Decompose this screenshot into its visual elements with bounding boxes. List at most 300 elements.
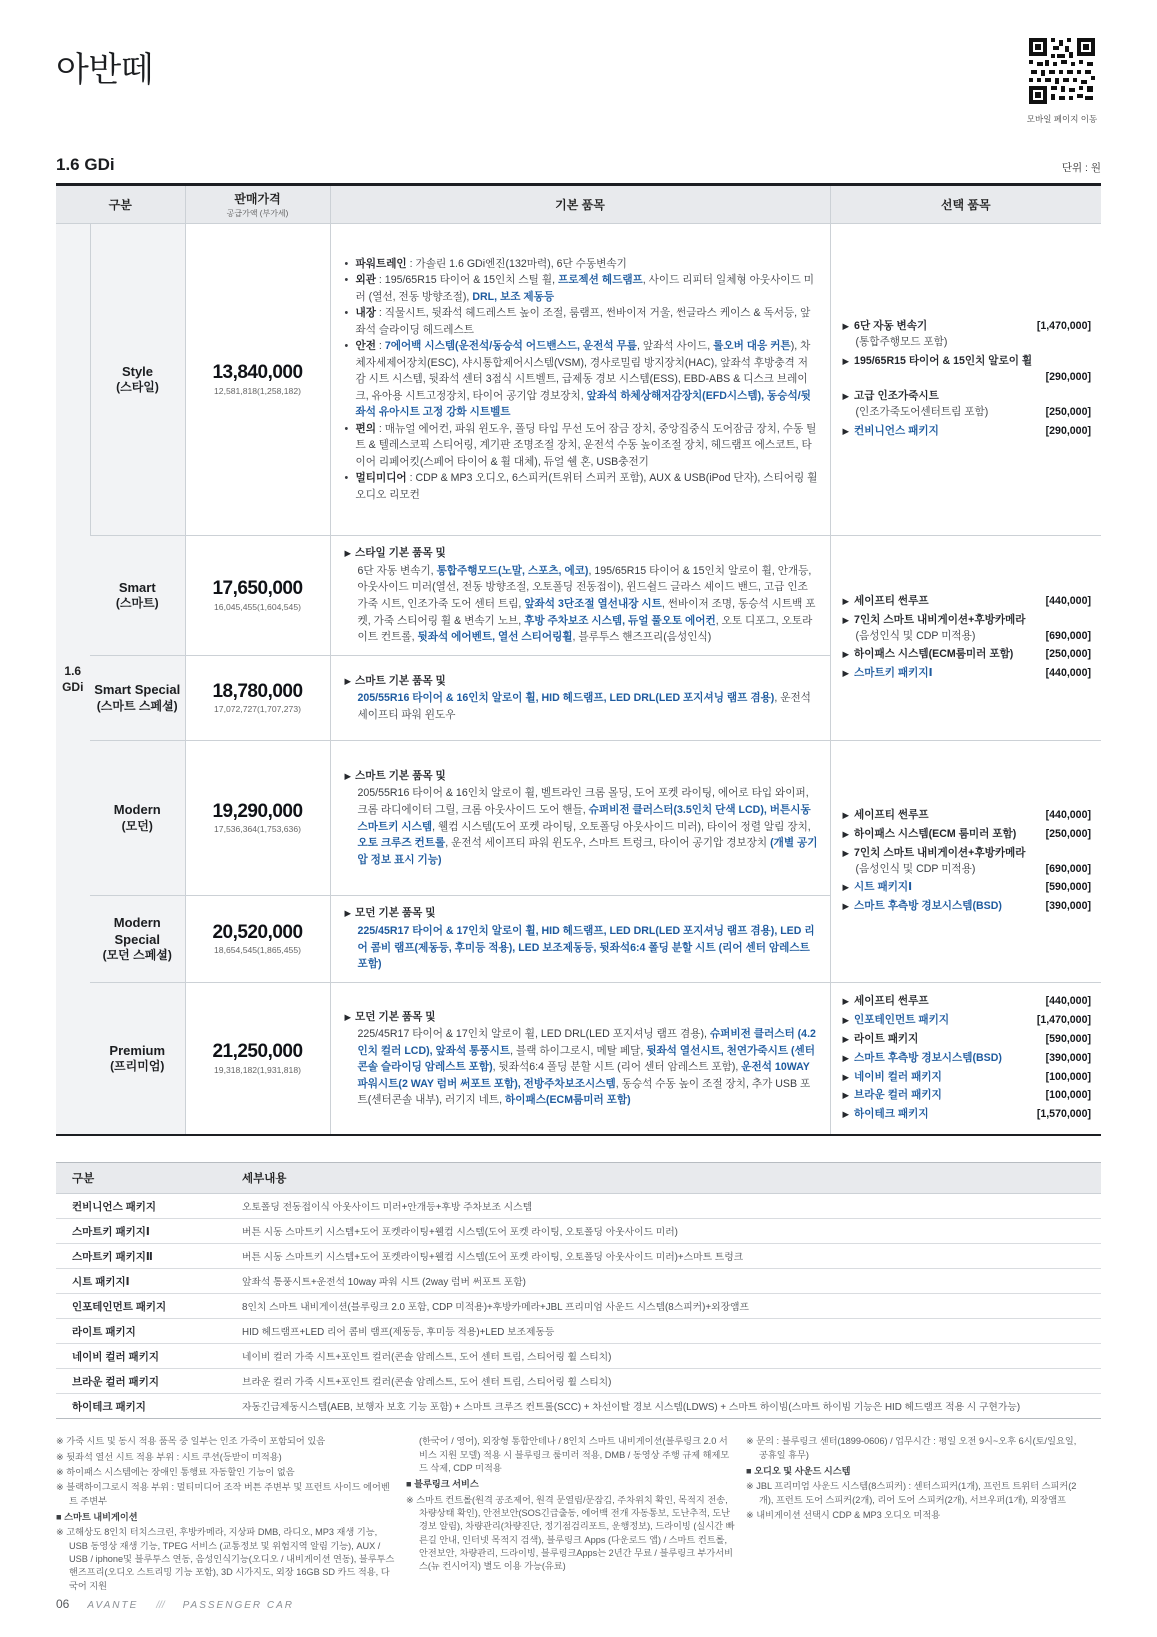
trim-name-en: Style (121, 363, 154, 379)
option-item (843, 994, 1092, 1010)
price-table (56, 183, 1101, 1136)
subtitle-row (56, 155, 1101, 175)
feature-text: 롤오버 대응 커튼 (713, 340, 791, 353)
option-subline (843, 335, 1092, 351)
option-price: [290,000] (1045, 371, 1091, 384)
option-price: [590,000] (1045, 1032, 1091, 1045)
option-item (843, 880, 1092, 896)
feature-text: 운전석 10WAY 파워시트(2 WAY 럼버 써포트 포함), 전방주차보조시스템 (357, 1061, 810, 1090)
trim-row-smart (56, 536, 1101, 656)
option-line (843, 424, 1092, 440)
feature-text: : CDP & MP3 오디오, 6스피커(트위터 스피커 포함), AUX & USB(iPod 단자), 스티어링 휠 오디오 리모컨 (355, 472, 818, 501)
feature-text: 외관 (355, 274, 376, 287)
arrow-icon: ▶ (842, 996, 850, 1006)
option-price: [690,000] (1045, 862, 1091, 875)
option-name: 하이테크 패키지 (854, 1108, 929, 1121)
detail-table-header (56, 1163, 1101, 1194)
footnote-note: ※ 고해상도 8인치 터치스크린, 후방카메라, 지상파 DMB, 라디오, MP3 재생 기능, USB 동영상 재생 기능, TPEG 서비스 (교통정보 및 위험지역 알림 기능), AUX / USB / iphone및 블루투스 연동, 음성인식기능(오디오 / 내비게이션 연동), 블루투스 핸즈프리(오디오 스트리밍 기능 포함), 3D 시가지도, 외장 16GB SD 카드 적용, 다국어 지원 (56, 1527, 395, 1591)
trim-name-ko: (프리미엄) (110, 1059, 165, 1074)
feature-text: , 운전석 세이프티 파워 윈도우, 스마트 트렁크, 타이어 공기압 경보장치 (445, 837, 771, 850)
feature-text: 슈퍼비전 클러스터 (4.2인치 컬러 LCD), 앞좌석 통풍시트 (357, 1028, 816, 1057)
option-item (843, 1051, 1092, 1067)
arrow-icon: ▶ (842, 595, 850, 606)
arrow-icon: ▶ (842, 809, 850, 820)
detail-header-group: 구분 (56, 1163, 226, 1194)
optional-items-cell (830, 224, 1101, 536)
option-line (843, 808, 1092, 824)
package-detail: 8인치 스마트 내비게이션(블루링크 2.0 포함, CDP 미적용)+후방카메라+JBL 프리미엄 사운드 시스템(8스피커)+외장앰프 (226, 1294, 1101, 1319)
price-supply-vat: 12,581,818(1,258,182) (214, 385, 301, 396)
feature-text: , 195/65R15 타이어 & 15인치 알로이 휠, 안개등, 아웃사이드 미러(열선, 전동 방향조절, 오토폴딩 전동접이), 윈드쉴드 글라스 셰이드 밴드, 고급 인조가죽 시트, 인조가죽 도어 센터 트림, (357, 564, 812, 610)
option-name: 네이비 컬러 패키지 (854, 1070, 942, 1083)
feature-text: , 동승석 수동 높이 조절 장치, 추가 USB 포트(센터콘솔 내부), 러기지 네트, (357, 1077, 811, 1107)
package-name: 컨비니언스 패키지 (56, 1194, 226, 1219)
trim-name-en: Modern (113, 802, 161, 818)
arrow-icon: ▶ (842, 882, 850, 893)
option-line (843, 1107, 1092, 1123)
feature-text: 통합주행모드(노말, 스포츠, 에코) (436, 564, 589, 577)
page-number: 06 (56, 1597, 70, 1611)
arrow-icon: ▶ (842, 390, 850, 401)
optional-items-cell (830, 983, 1101, 1136)
option-price: [250,000] (1045, 827, 1091, 840)
option-item (843, 1032, 1092, 1048)
base-items-heading (345, 545, 818, 562)
engine-subtitle: 1.6 GDi (56, 155, 115, 174)
arrow-icon: ▶ (344, 1011, 352, 1022)
option-name: 라이트 패키지 (854, 1032, 919, 1045)
option-name: 하이패스 시스템(ECM 룸미러 포함) (854, 827, 1017, 840)
footnotes-column-1 (56, 1435, 396, 1595)
package-name: 라이트 패키지 (56, 1319, 226, 1344)
base-items-heading-text: 모던 기본 품목 및 (355, 907, 436, 920)
option-item (843, 424, 1092, 440)
arrow-icon: ▶ (842, 321, 850, 332)
price-supply-vat: 17,536,364(1,753,636) (214, 824, 301, 835)
option-item (843, 594, 1092, 610)
option-name: 시트 패키지Ⅰ (854, 881, 913, 894)
feature-text: 파워트레인 (355, 257, 407, 270)
option-price: [100,000] (1045, 1089, 1091, 1102)
feature-text: 앞좌석 3단조절 열선내장 시트 (524, 598, 662, 610)
option-price: [440,000] (1045, 667, 1091, 680)
option-sub-text: (통합주행모드 포함) (855, 336, 948, 349)
footnote-note: ※ 블랙하이그로시 적용 부위 : 멀티미디어 조작 버튼 주변부 및 프런트 사이드 에어벤트 주변부 (56, 1482, 390, 1506)
optional-items-cell (830, 536, 1101, 741)
option-price: [390,000] (1045, 900, 1091, 913)
trim-cell (90, 896, 185, 983)
package-name: 네이비 컬러 패키지 (56, 1344, 226, 1369)
trim-name-en: Premium (109, 1042, 166, 1058)
option-name: 7인치 스마트 내비게이션+후방카메라 (854, 613, 1026, 626)
feature-body (345, 1026, 818, 1109)
option-name: 컨비니언스 패키지 (854, 424, 939, 437)
feature-bullet-line (345, 470, 818, 503)
feature-text: 내장 (355, 307, 376, 320)
arrow-icon: ▶ (842, 649, 850, 660)
option-line (843, 354, 1092, 370)
feature-text: DRL, 보조 제동등 (472, 290, 555, 303)
option-line (843, 846, 1092, 862)
feature-text: 편의 (355, 422, 376, 435)
option-subline (843, 405, 1092, 421)
feature-text: : (375, 340, 385, 353)
option-line (843, 666, 1092, 682)
price-cell (185, 896, 330, 983)
footnote-plain: (한국어 / 영어), 외장형 통합안테나 / 8인치 스마트 내비게이션(블루링크 2.0 서비스 지원 모델) 적용 시 블루링크 룸미러 적용, DMB / 동영상 주행 규제 해제모드 삭제, CDP 미적용 (419, 1436, 730, 1473)
feature-text: , 오토 디포그, 오토라이트 컨트롤, (357, 614, 813, 644)
option-price: [1,570,000] (1036, 1108, 1091, 1121)
option-item (843, 319, 1092, 351)
option-name: 인포테인먼트 패키지 (854, 1013, 950, 1026)
footnote-note: ※ 문의 : 블루링크 센터(1899-0606) / 업무시간 : 평일 오전 9시~오후 6시(토/일요일, 공휴일 휴무) (746, 1436, 1077, 1460)
header-optional-items: 선택 품목 (830, 185, 1101, 224)
feature-text: 안전 (355, 340, 376, 353)
feature-text: ), 차체자세제어장치(ESC), 샤시통합제어시스템(VSM), 경사로밀림 방지장치(HAC), 앞좌석 후방충격 저감 시트 시스템, 뒷좌석 센터 3점식 시트벨트, 급제동 경보 시스템(ESS), EBD-ABS & 디스크 브레이크, 유아용 시트고정장치, 타이어 공기압 경보장치, (355, 340, 811, 402)
feature-text: , 사이드 리피터 일체형 아웃사이드 미러 (열선, 전동 방향조절), (355, 274, 814, 303)
engine-label-line2: GDi (62, 680, 84, 695)
trim-name-en: Smart Special (94, 682, 181, 698)
option-item (843, 1107, 1092, 1123)
arrow-icon: ▶ (842, 668, 850, 679)
feature-body (345, 563, 818, 646)
option-line (843, 827, 1092, 843)
engine-label-line1: 1.6 (64, 663, 82, 678)
base-items-heading (345, 768, 818, 785)
base-items-cell (330, 656, 830, 741)
option-name: 7인치 스마트 내비게이션+후방카메라 (854, 846, 1026, 859)
option-price: [250,000] (1045, 405, 1091, 418)
package-row (56, 1194, 1101, 1219)
footnotes-column-3 (746, 1435, 1081, 1595)
package-detail: 브라운 컬러 가죽 시트+포인트 컬러(콘솔 암레스트, 도어 센터 트림, 스티어링 휠 스티치) (226, 1369, 1101, 1394)
bullet-icon: • (344, 274, 349, 287)
package-name: 시트 패키지Ⅰ (56, 1269, 226, 1294)
package-row (56, 1219, 1101, 1244)
option-item (843, 899, 1092, 915)
price-supply-vat: 18,654,545(1,865,455) (214, 945, 301, 956)
bullet-icon: • (344, 340, 349, 353)
option-sub-text: (음성인식 및 CDP 미적용) (855, 629, 976, 642)
option-name: 6단 자동 변속기 (854, 320, 928, 333)
option-line (843, 899, 1092, 915)
bullet-icon: • (344, 307, 349, 320)
package-row (56, 1319, 1101, 1344)
bullet-icon: • (344, 472, 349, 485)
option-line (843, 1032, 1092, 1048)
base-items-cell (330, 224, 830, 536)
feature-text: 프로젝션 헤드램프 (557, 274, 643, 287)
package-detail: 네이비 컬러 가죽 시트+포인트 컬러(콘솔 암레스트, 도어 센터 트림, 스티어링 휠 스티치) (226, 1344, 1101, 1369)
feature-text: 오토 크루즈 컨트롤 (357, 837, 446, 850)
arrow-icon: ▶ (842, 1090, 850, 1101)
option-sub-text: (음성인식 및 CDP 미적용) (855, 862, 976, 875)
option-item (843, 846, 1092, 878)
feature-body (345, 690, 818, 723)
footnote-note: ※ 스마트 컨트롤(원격 공조제어, 원격 문열림/문잠김, 주차위치 확인, 목적지 전송, 차량상태 확인), 안전보안(SOS긴급출동, 에어백 전개 자동통보, 도난추적, 도난경보 알림), 차량관리(차량진단, 정기점검리포트, 운행정보), 드라이빙 (실시간 빠른길 안내, 인터넷 목적지 검색), 블루링크 Apps (다운로드 앱) / 스마트 컨트롤, 안전보안, 차량관리, 드라이빙, 블루링크Apps는 2년간 무료 / 블루링크 부가서비스(뉴 컨시어지) 별도 이용 가능(유료) (406, 1494, 735, 1572)
option-line (843, 389, 1092, 405)
footnote-note: ※ 하이패스 시스템에는 장애인 통행료 자동할인 기능이 없음 (56, 1466, 295, 1477)
trim-name-ko: (모던) (121, 818, 153, 833)
option-name: 고급 인조가죽시트 (854, 389, 939, 402)
feature-text: 하이패스(ECM룸미러 포함) (505, 1094, 631, 1107)
option-name: 세이프티 썬루프 (854, 995, 929, 1007)
arrow-icon: ▶ (842, 614, 850, 625)
arrow-icon: ▶ (344, 770, 352, 781)
price-value: 21,250,000 (212, 1041, 303, 1063)
option-name: 195/65R15 타이어 & 15인치 알로이 휠 (854, 355, 1033, 368)
trim-name-en: Smart (118, 579, 156, 595)
package-name: 인포테인먼트 패키지 (56, 1294, 226, 1319)
bullet-icon: • (344, 422, 349, 435)
unit-label: 단위 : 원 (1061, 162, 1101, 174)
arrow-icon: ▶ (344, 908, 352, 919)
option-item (843, 647, 1092, 663)
trim-name-ko: (모던 스페셜) (102, 947, 172, 962)
option-item (843, 666, 1092, 682)
option-name: 하이패스 시스템(ECM룸미러 포함) (854, 648, 1014, 661)
detail-header-content: 세부내용 (226, 1163, 1101, 1194)
option-line (843, 994, 1092, 1010)
footer-model: AVANTE (87, 1600, 139, 1611)
option-line (843, 647, 1092, 663)
trim-cell (90, 741, 185, 896)
base-items-heading (345, 905, 818, 922)
price-value: 19,290,000 (212, 800, 303, 822)
base-items-cell (330, 896, 830, 983)
option-price: [440,000] (1045, 808, 1091, 821)
optional-items-cell (830, 741, 1101, 983)
trim-row-premium (56, 983, 1101, 1136)
header-price-sub: 공급가액 (부가세) (226, 209, 289, 218)
option-item (843, 354, 1092, 386)
option-line (843, 319, 1092, 335)
package-row (56, 1294, 1101, 1319)
feature-text: : 195/65R15 타이어 & 15인치 스틸 휠, (375, 274, 558, 287)
base-items-heading (345, 1009, 818, 1026)
feature-text: : 직물시트, 뒷좌석 헤드레스트 높이 조절, 룸램프, 썬바이저 거울, 썬글라스 케이스 & 독서등, 앞좌석 슬라이딩 헤드레스트 (355, 307, 811, 336)
option-subline (843, 370, 1092, 386)
price-value: 18,780,000 (212, 680, 303, 702)
base-items-heading-text: 스마트 기본 품목 및 (355, 769, 446, 782)
trim-cell (90, 536, 185, 656)
arrow-icon: ▶ (842, 1033, 850, 1044)
page-header (56, 42, 1101, 125)
option-name: 세이프티 썬루프 (854, 594, 929, 607)
trim-name-ko: (스마트 스페셜) (96, 698, 178, 713)
footer-category: PASSENGER CAR (182, 1600, 294, 1611)
base-items-heading-text: 스타일 기본 품목 및 (355, 547, 446, 560)
option-name: 스마트 후측방 경보시스템(BSD) (854, 900, 1002, 913)
arrow-icon: ▶ (842, 1071, 850, 1082)
price-supply-vat: 17,072,727(1,707,273) (214, 704, 301, 715)
base-items-heading-text: 모던 기본 품목 및 (355, 1010, 436, 1023)
base-items-heading (345, 673, 818, 690)
arrow-icon: ▶ (344, 675, 352, 686)
option-price: [100,000] (1045, 1070, 1091, 1083)
footnote-head: ■ 스마트 내비게이션 (56, 1511, 138, 1522)
qr-caption: 모바일 페이지 이동 (1026, 114, 1098, 124)
price-cell (185, 741, 330, 896)
feature-text: 후방 주차보조 시스템, 듀얼 풀오토 에어컨 (524, 614, 716, 627)
feature-text: 앞좌석 하체상해저감장치(EFD시스템), 동승석/뒷좌석 유아시트 고정 강화 시트벨트 (355, 389, 811, 419)
price-table-body (56, 224, 1101, 1136)
option-line (843, 1013, 1092, 1029)
header-price (185, 185, 330, 224)
arrow-icon: ▶ (842, 425, 850, 436)
qr-code-icon (1029, 38, 1095, 104)
option-price: [690,000] (1045, 629, 1091, 642)
price-supply-vat: 19,318,182(1,931,818) (214, 1065, 301, 1076)
trim-name-ko: (스타일) (116, 380, 159, 395)
bullet-icon: • (344, 257, 349, 270)
feature-text: , 블랙 하이그로시, 메탈 페달, (510, 1044, 647, 1057)
feature-text: 슈퍼비전 클러스터(3.5인치 단색 LCD), 버튼시동 스마트키 시스템 (357, 803, 811, 833)
trim-name-ko: (스마트) (115, 596, 159, 611)
option-name: 스마트키 패키지Ⅰ (854, 667, 933, 680)
feature-text: 225/45R17 타이어 & 17인치 알로이 휠, HID 헤드램프, LED DRL(LED 포지셔닝 램프 겸용), LED 리어 콤비 램프(제동등, 후미등 적용), LED 보조제동등, 뒷좌석6:4 폴딩 분할 시트 (리어 센터 암레스트 포함) (357, 924, 815, 971)
option-item (843, 613, 1092, 645)
arrow-icon: ▶ (842, 1109, 850, 1120)
price-value: 13,840,000 (212, 362, 303, 384)
page-footer (56, 1597, 1101, 1611)
feature-text: 205/55R16 타이어 & 16인치 알로이 휠, 벨트라인 크롬 몰딩, 도어 포켓 라이팅, 에어로 타입 와이퍼, 크롬 라디에이터 그릴, 크롬 아웃사이드 도어 핸들, (357, 787, 809, 816)
option-item (843, 389, 1092, 421)
package-detail: 버튼 시동 스마트키 시스템+도어 포켓라이팅+웰컴 시스템(도어 포켓 라이팅, 오토폴딩 아웃사이드 미러) (226, 1219, 1101, 1244)
option-subline (843, 862, 1092, 878)
package-detail: HID 헤드램프+LED 리어 콤비 램프(제동등, 후미등 적용)+LED 보조제동등 (226, 1319, 1101, 1344)
trim-cell (90, 224, 185, 536)
option-line (843, 880, 1092, 896)
arrow-icon: ▶ (842, 356, 850, 367)
trim-row-style (56, 224, 1101, 536)
base-items-cell (330, 536, 830, 656)
feature-text: , 블루투스 핸즈프리(음성인식) (572, 631, 712, 644)
option-name: 브라운 컬러 패키지 (854, 1089, 942, 1102)
arrow-icon: ▶ (842, 901, 850, 912)
package-name: 스마트키 패키지Ⅱ (56, 1244, 226, 1269)
price-table-header (56, 185, 1101, 224)
feature-bullet-line (345, 272, 818, 305)
arrow-icon: ▶ (344, 548, 352, 559)
arrow-icon: ▶ (842, 1014, 850, 1025)
feature-text: 뒷좌석 열선시트, 천연가죽시트 (센터 콘솔 슬라이딩 암레스트 포함) (357, 1044, 816, 1074)
footnotes-column-2 (406, 1435, 736, 1595)
package-name: 브라운 컬러 패키지 (56, 1369, 226, 1394)
package-row (56, 1244, 1101, 1269)
package-detail: 앞좌석 통풍시트+운전석 10way 파워 시트 (2way 럼버 써포트 포함) (226, 1269, 1101, 1294)
package-detail: 자동긴급제동시스템(AEB, 보행자 보호 기능 포함) + 스마트 크루즈 컨트롤(SCC) + 차선이탈 경보 시스템(LDWS) + 스마트 하이빔(스마트 하이빔 기능은 HID 헤드램프 적용 시 구현가능) (242, 1402, 1021, 1414)
option-price: [250,000] (1045, 648, 1091, 661)
package-row (56, 1369, 1101, 1394)
feature-text: 멀티미디어 (355, 472, 407, 485)
price-cell (185, 536, 330, 656)
engine-cell (56, 224, 90, 1136)
feature-bullet-line (345, 338, 818, 421)
package-detail: 오토폴딩 전동접이식 아웃사이드 미러+안개등+후방 주차보조 시스템 (226, 1194, 1101, 1219)
header-group: 구분 (56, 185, 185, 224)
package-detail-table (56, 1162, 1101, 1419)
option-item (843, 1070, 1092, 1086)
option-line (843, 1070, 1092, 1086)
option-price: [1,470,000] (1036, 320, 1091, 333)
header-price-label: 판매가격 (234, 192, 281, 206)
option-name: 세이프티 썬루프 (854, 808, 929, 821)
feature-body (345, 785, 818, 868)
feature-text: , 뒷좌석6:4 폴딩 분할 시트 (리어 센터 암레스트 포함), (492, 1061, 742, 1074)
package-detail: 버튼 시동 스마트키 시스템+도어 포켓라이팅+웰컴 시스템(도어 포켓 라이팅, 오토폴딩 아웃사이드 미러)+스마트 트렁크 (226, 1244, 1101, 1269)
option-name: 스마트 후측방 경보시스템(BSD) (854, 1051, 1002, 1064)
trim-cell (90, 656, 185, 741)
price-value: 20,520,000 (212, 921, 303, 943)
package-name: 하이테크 패키지 (72, 1400, 146, 1413)
option-item (843, 827, 1092, 843)
price-cell (185, 224, 330, 536)
footnote-head: ■ 오디오 및 사운드 시스템 (746, 1465, 851, 1476)
feature-bullet-line (345, 305, 818, 338)
footnote-note: ※ 내비게이션 선택시 CDP & MP3 오디오 미적용 (746, 1509, 941, 1520)
feature-text: 225/45R17 타이어 & 17인치 알로이 휠, LED DRL(LED 포지셔닝 램프 겸용), (357, 1028, 710, 1041)
feature-text: 205/55R16 타이어 & 16인치 알로이 휠, HID 헤드램프, LED DRL(LED 포지셔닝 램프 겸용) (357, 692, 775, 705)
option-item (843, 1013, 1092, 1029)
package-name: 스마트키 패키지Ⅰ (56, 1219, 226, 1244)
option-item (843, 1088, 1092, 1104)
feature-text: (개별 공기압 정보 표시 기능) (357, 837, 818, 866)
price-cell (185, 983, 330, 1136)
feature-text: , 앞좌석 사이드, (637, 340, 714, 353)
option-price: [1,470,000] (1036, 1013, 1091, 1026)
feature-text: : 가솔린 1.6 GDi엔진(132마력), 6단 수동변속기 (406, 257, 627, 270)
option-line (843, 1088, 1092, 1104)
package-row (56, 1269, 1101, 1294)
option-subline (843, 629, 1092, 645)
feature-bullet-line (345, 421, 818, 471)
arrow-icon: ▶ (842, 1052, 850, 1063)
option-sub-text: (인조가죽도어센터트림 포함) (855, 405, 989, 418)
option-price: [290,000] (1045, 424, 1091, 437)
feature-text: , 운전석 세이프티 파워 윈도우 (357, 692, 811, 721)
arrow-icon: ▶ (842, 847, 850, 858)
trim-row-modern (56, 741, 1101, 896)
footnote-head: ■ 블루링크 서비스 (406, 1479, 479, 1490)
base-items-cell (330, 983, 830, 1136)
footnote-note: ※ 가죽 시트 및 동시 적용 품목 중 일부는 인조 가죽이 포함되어 있음 (56, 1436, 326, 1447)
trim-cell (90, 983, 185, 1136)
footnote-note: ※ 뒷좌석 열선 시트 적용 부위 : 시트 쿠션(등받이 미적용) (56, 1451, 282, 1462)
option-line (843, 594, 1092, 610)
qr-block (1023, 38, 1101, 125)
feature-text: 7에어백 시스템(운전석/동승석 어드밴스드, 운전석 무릎 (384, 340, 638, 353)
feature-text: : 매뉴얼 에어컨, 파워 윈도우, 폴딩 타입 무선 도어 잠금 장치, 중앙집중식 도어잠금 장치, 수동 틸트 & 텔레스코픽 스티어링, 계기판 조명조절 장치, 운전석 수동 높이조절 장치, 헤드램프 에스코트, 타이어 리페어킷(스페어 타이어 & 휠 대체), 듀얼 쉘 혼, USB충전기 (355, 422, 817, 468)
feature-bullet-line (345, 256, 818, 273)
option-item (843, 808, 1092, 824)
base-items-heading-text: 스마트 기본 품목 및 (355, 674, 446, 687)
footnote-note: ※ JBL 프리미엄 사운드 시스템(8스피커) : 센터스피커(1개), 프런트 트위터 스피커(2개), 프런트 도어 스피커(2개), 리어 도어 스피커(2개), 서브우퍼(1개), 외장앰프 (746, 1481, 1077, 1505)
feature-text: , 웰컴 시스템(도어 포켓 라이팅, 오토폴딩 아웃사이드 미러), 타이어 정렬 알림 장치, (432, 820, 811, 833)
feature-text: 뒷좌석 에어벤트, 열선 스티어링휠 (417, 631, 573, 644)
option-price: [440,000] (1045, 995, 1091, 1007)
footnotes (56, 1435, 1101, 1595)
feature-text: 6단 자동 변속기, (357, 564, 437, 577)
price-cell (185, 656, 330, 741)
price-supply-vat: 16,045,455(1,604,545) (214, 601, 301, 612)
detail-table-body (56, 1194, 1101, 1419)
option-price: [590,000] (1045, 881, 1091, 894)
package-row (56, 1394, 1101, 1419)
option-price: [390,000] (1045, 1051, 1091, 1064)
arrow-icon: ▶ (842, 828, 850, 839)
option-line (843, 1051, 1092, 1067)
